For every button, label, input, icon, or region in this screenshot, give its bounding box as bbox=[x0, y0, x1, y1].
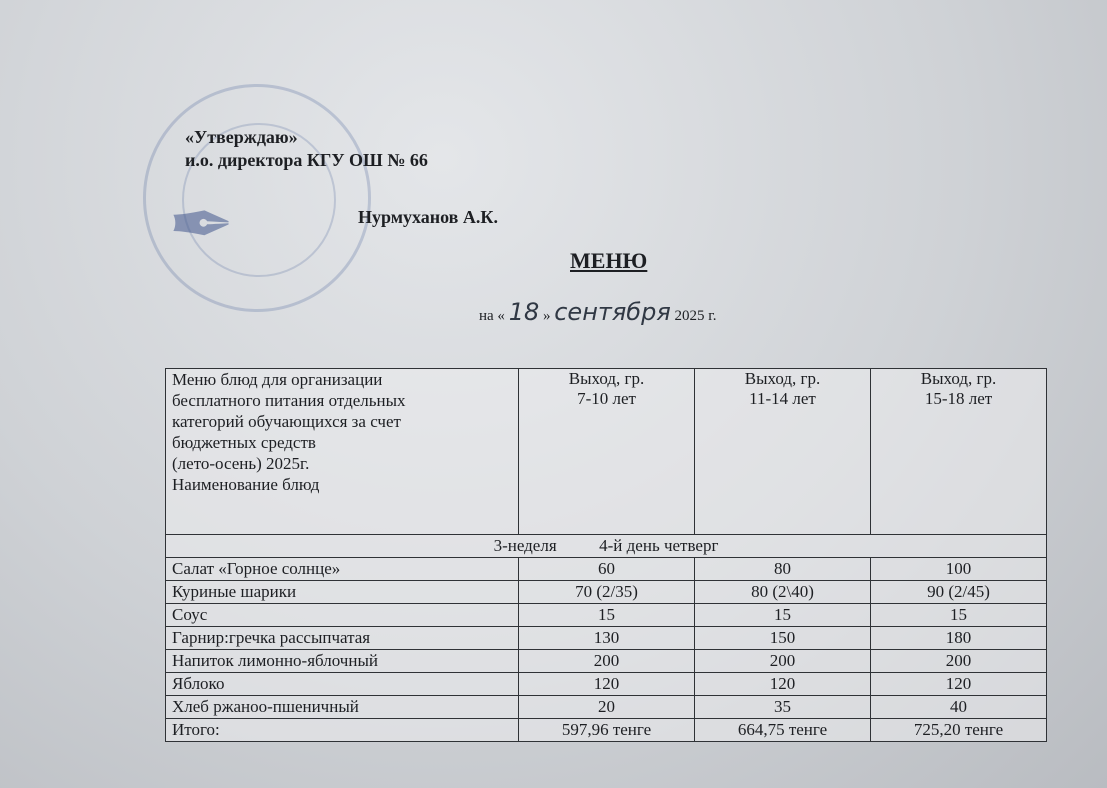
portion-11-14: 80 bbox=[695, 558, 871, 581]
portion-7-10: 20 bbox=[519, 696, 695, 719]
header-output-11-14 bbox=[695, 369, 871, 535]
portion-7-10: 130 bbox=[519, 627, 695, 650]
dish-name: Салат «Горное солнце» bbox=[166, 558, 519, 581]
header-dish-name bbox=[166, 369, 519, 535]
approve-label: «Утверждаю» bbox=[185, 127, 298, 147]
dish-name: Яблоко bbox=[166, 673, 519, 696]
column-label: Выход, гр. bbox=[568, 369, 645, 388]
date-line bbox=[479, 298, 717, 326]
week-day-cell bbox=[166, 535, 1047, 558]
header-line: категорий обучающихся за счет bbox=[172, 412, 401, 431]
portion-7-10: 70 (2/35) bbox=[519, 581, 695, 604]
portion-11-14: 120 bbox=[695, 673, 871, 696]
date-mid: » bbox=[542, 308, 551, 324]
column-age: 7-10 лет bbox=[577, 389, 636, 408]
portion-15-18: 180 bbox=[871, 627, 1047, 650]
total-7-10: 597,96 тенге bbox=[519, 719, 695, 742]
signature-mark: ✒ bbox=[168, 182, 236, 270]
table-row bbox=[166, 581, 1047, 604]
dish-name: Хлеб ржаноо-пшеничный bbox=[166, 696, 519, 719]
total-11-14: 664,75 тенге bbox=[695, 719, 871, 742]
header-line: бесплатного питания отдельных bbox=[172, 391, 406, 410]
week-day-row bbox=[166, 535, 1047, 558]
portion-15-18: 40 bbox=[871, 696, 1047, 719]
portion-11-14: 15 bbox=[695, 604, 871, 627]
table-row bbox=[166, 696, 1047, 719]
table-row bbox=[166, 558, 1047, 581]
date-day: 18 bbox=[508, 298, 540, 326]
approver-position: и.о. директора КГУ ОШ № 66 bbox=[185, 150, 428, 170]
portion-15-18: 200 bbox=[871, 650, 1047, 673]
portion-11-14: 200 bbox=[695, 650, 871, 673]
header-line: Меню блюд для организации bbox=[172, 370, 383, 389]
table-row bbox=[166, 673, 1047, 696]
header-line: (лето-осень) 2025г. bbox=[172, 454, 310, 473]
portion-11-14: 150 bbox=[695, 627, 871, 650]
portion-15-18: 100 bbox=[871, 558, 1047, 581]
column-label: Выход, гр. bbox=[744, 369, 821, 388]
portion-7-10: 15 bbox=[519, 604, 695, 627]
date-prefix: на « bbox=[479, 308, 505, 324]
portion-15-18: 15 bbox=[871, 604, 1047, 627]
portion-11-14: 35 bbox=[695, 696, 871, 719]
dish-name: Соус bbox=[166, 604, 519, 627]
header-line: бюджетных средств bbox=[172, 433, 316, 452]
portion-15-18: 90 (2/45) bbox=[871, 581, 1047, 604]
column-label: Выход, гр. bbox=[920, 369, 997, 388]
signatory-name: Нурмуханов А.К. bbox=[358, 207, 498, 227]
total-label: Итого: bbox=[166, 719, 519, 742]
portion-15-18: 120 bbox=[871, 673, 1047, 696]
menu-table bbox=[165, 368, 1047, 742]
table-row bbox=[166, 627, 1047, 650]
date-year: 2025 г. bbox=[674, 308, 717, 324]
date-month: сентября bbox=[554, 298, 671, 326]
column-age: 11-14 лет bbox=[749, 389, 816, 408]
header-output-15-18 bbox=[871, 369, 1047, 535]
total-15-18: 725,20 тенге bbox=[871, 719, 1047, 742]
portion-7-10: 120 bbox=[519, 673, 695, 696]
portion-11-14: 80 (2\40) bbox=[695, 581, 871, 604]
week-label: 3-неделя bbox=[493, 536, 557, 555]
dish-name: Напиток лимонно-яблочный bbox=[166, 650, 519, 673]
day-label: 4-й день четверг bbox=[599, 536, 719, 555]
total-row bbox=[166, 719, 1047, 742]
approval-block bbox=[185, 126, 428, 172]
dish-name: Куриные шарики bbox=[166, 581, 519, 604]
table-row bbox=[166, 604, 1047, 627]
page-title: МЕНЮ bbox=[570, 248, 648, 273]
table-row bbox=[166, 650, 1047, 673]
portion-7-10: 200 bbox=[519, 650, 695, 673]
header-output-7-10 bbox=[519, 369, 695, 535]
dish-name: Гарнир:гречка рассыпчатая bbox=[166, 627, 519, 650]
header-line: Наименование блюд bbox=[172, 475, 320, 494]
portion-7-10: 60 bbox=[519, 558, 695, 581]
column-age: 15-18 лет bbox=[924, 389, 993, 408]
